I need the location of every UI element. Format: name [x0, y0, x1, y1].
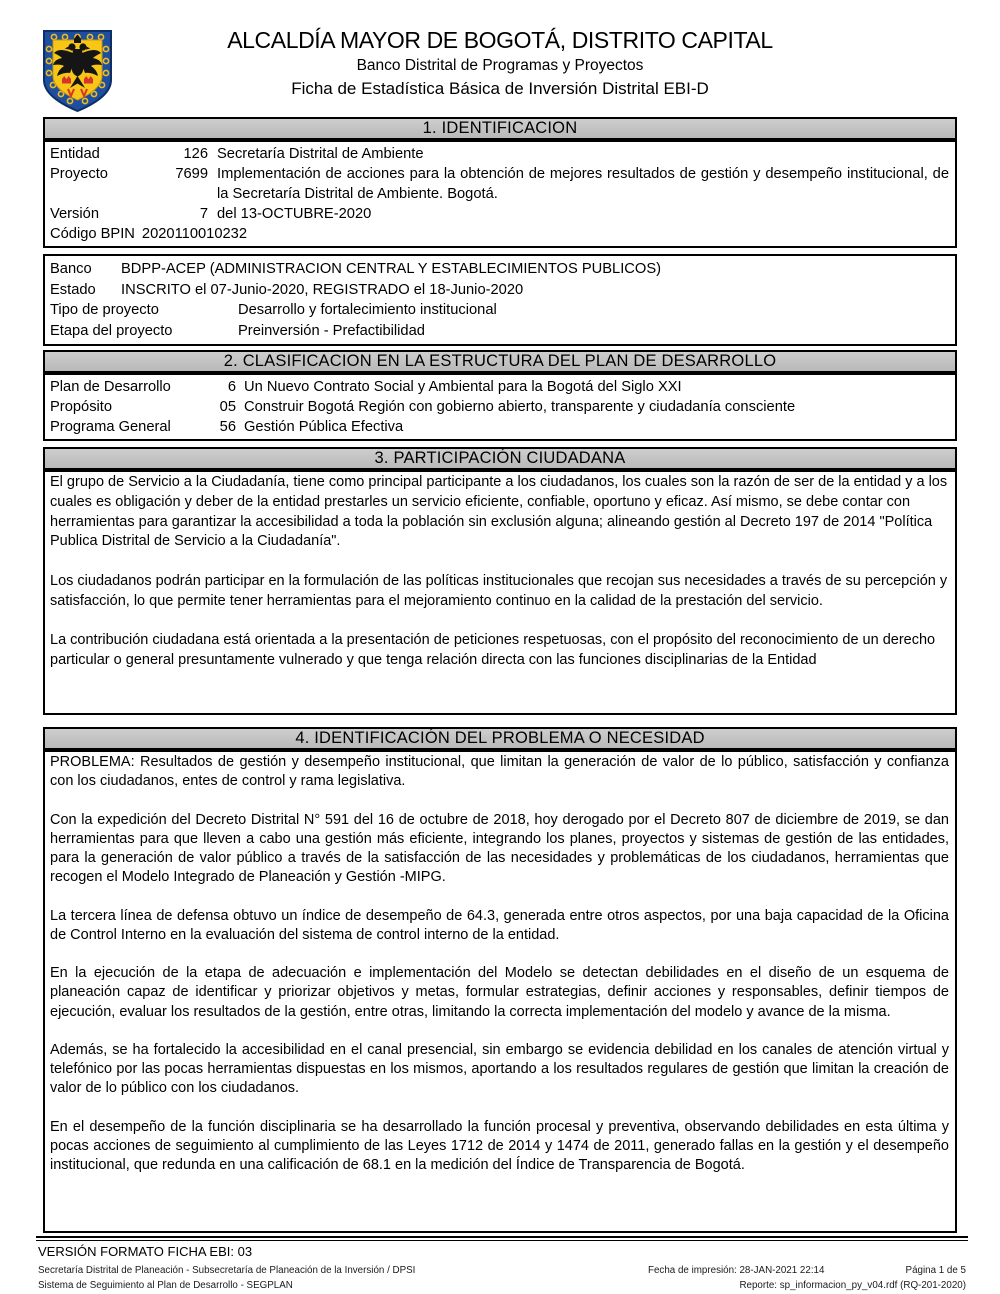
shield-icon	[37, 27, 118, 116]
field-value: INSCRITO el 07-Junio-2020, REGISTRADO el 18-Junio-2020	[121, 281, 524, 298]
field-code: 6	[227, 379, 236, 395]
footer-columns	[38, 1263, 966, 1293]
row-tipo-proyecto	[50, 300, 949, 321]
field-code: 126	[183, 146, 208, 162]
page-footer	[0, 1236, 1000, 1293]
field-value: Implementación de acciones para la obtención de mejores resultados de gestión y desempeño institucional, de la Secretaría Distrital de Ambiente. Bogotá.	[217, 166, 949, 202]
field-label: Código BPIN	[50, 226, 135, 242]
paragraph: En la ejecución de la etapa de adecuación e implementación del Modelo se detectan debilidades en el diseño de un esquema de planeación capaz de identificar y priorizar objetivos y metas, formular estrategias, definir acciones y responsables, definir tiempos de ejecución, evaluar los resultados de la gestión, entre otras, limitando la correcta implementación del modelo y avance de la misma.	[50, 965, 949, 1020]
field-value: 2020110010232	[141, 226, 248, 242]
field-label: Propósito	[50, 399, 113, 415]
field-label: Plan de Desarrollo	[50, 379, 171, 395]
footer-system-line: Sistema de Seguimiento al Plan de Desarrollo - SEGPLAN	[38, 1279, 293, 1291]
footer-print-row	[648, 1263, 966, 1278]
section-4-box	[43, 750, 957, 1233]
field-label: Entidad	[50, 146, 100, 162]
field-value: Preinversión - Prefactibilidad	[238, 322, 425, 339]
paragraph: El grupo de Servicio a la Ciudadanía, tiene como principal participante a los ciudadanos, los cuales son la razón de ser de la entidad y a los cuales es obligación y deber de la entidad prestarles un servicio eficiente, confiable, oportuno y eficaz. Así mismo, se debe contar con herramientas para garantizar la accesibilidad a toda la población sin exclusión alguna; alineando gestión al Decreto 197 de 2014 "Política Publica Distrital de Servicio a la Ciudadanía".	[50, 474, 948, 550]
paragraph: La contribución ciudadana está orientada a la presentación de peticiones respetuosas, con el propósito del reconocimiento de un derecho particular o general presuntamente vulnerado y que tenga relación directa con las funciones disciplinarias de la Entidad	[50, 632, 936, 669]
row-proyecto	[50, 164, 949, 204]
section-1-header: 1. IDENTIFICACION	[43, 117, 957, 140]
paragraph: En el desempeño de la función disciplinaria se ha desarrollado la función procesal y preventiva, observando debilidades en esta última y pocas acciones de seguimiento al cumplimiento de las Leyes 1712 de 2014 y 1474 de 2011, generado fallas en la gestión y el desempeño institucional, que redunda en una calificación de 68.1 en la medición del Índice de Transparencia de Bogotá.	[50, 1118, 949, 1174]
footer-right	[648, 1263, 966, 1293]
section-4-header: 4. IDENTIFICACIÓN DEL PROBLEMA O NECESIDAD	[43, 727, 957, 750]
subtitle: Banco Distrital de Programas y Proyectos	[356, 57, 644, 74]
section-3-header: 3. PARTICIPACIÓN CIUDADANA	[43, 447, 957, 470]
paragraph: Además, se ha fortalecido la accesibilidad en el canal presencial, sin embargo se evidencia debilidad en los canales de atención virtual y telefónico por las pocas herramientas dispuestas en los mismos, aportando a los resultados regulares de gestión que limitan la creación de valor de lo público con los ciudadanos.	[50, 1041, 949, 1097]
row-entidad	[50, 144, 949, 164]
document-header	[0, 0, 1000, 117]
field-value: Un Nuevo Contrato Social y Ambiental para la Bogotá del Siglo XXI	[244, 379, 682, 395]
field-value: Gestión Pública Efectiva	[244, 419, 404, 435]
paragraph: La tercera línea de defensa obtuvo un índice de desempeño de 64.3, generada entre otros aspectos, por una baja capacidad de la Oficina de Control Interno en la evaluación del sistema de control interno de la entidad.	[50, 907, 949, 943]
field-label: Versión	[50, 206, 99, 222]
page-number: Página 1 de 5	[905, 1264, 966, 1276]
field-value: Construir Bogotá Región con gobierno abierto, transparente y ciudadanía consciente	[244, 399, 796, 415]
paragraph: PROBLEMA: Resultados de gestión y desempeño institucional, que limitan la generación de valor de lo público, satisfacción y confianza con los ciudadanos, entes de control y rama legislativa.	[50, 754, 949, 790]
field-label: Proyecto	[50, 166, 108, 182]
footer-left	[38, 1263, 415, 1293]
row-programa-general	[50, 417, 949, 437]
section-2-header: 2. CLASIFICACION EN LA ESTRUCTURA DEL PLAN DE DESARROLLO	[43, 350, 957, 373]
bogota-coat-of-arms-logo	[37, 27, 118, 116]
registro-box	[43, 254, 957, 346]
row-proposito	[50, 397, 949, 417]
row-estado	[50, 280, 949, 301]
footer-entity-line: Secretaría Distrital de Planeación - Subsecretaría de Planeación de la Inversión / DPSI	[38, 1264, 416, 1276]
row-etapa-proyecto	[50, 321, 949, 342]
row-codigo-bpin	[50, 224, 949, 244]
paragraph: Los ciudadanos podrán participar en la formulación de las políticas institucionales que recojan sus necesidades a través de su percepción y satisfacción, lo que permite tener herramientas para el mejoramiento continuo en la calidad de la prestación del servicio.	[50, 572, 948, 609]
field-label: Estado	[50, 281, 96, 298]
title-block	[0, 0, 1000, 99]
document-body	[43, 117, 957, 1233]
paragraph: Con la expedición del Decreto Distrital N° 591 del 16 de octubre de 2018, hoy derogado por el Decreto 807 de diciembre de 2019, se dan herramientas para que lleven a cabo una gestión más eficiente, integrando los planes, proyectos y sistemas de gestión de las entidades, para la generación de valor público a través de la satisfacción de las necesidades y problemáticas de los ciudadanos, herramientas que recogen el Modelo Integrado de Planeación y Gestión -MIPG.	[50, 811, 949, 886]
report-name: Reporte: sp_informacion_py_v04.rdf (RQ-201-2020)	[739, 1279, 966, 1291]
section-2-box	[43, 373, 957, 441]
field-value: del 13-OCTUBRE-2020	[217, 206, 372, 222]
field-label: Programa General	[50, 419, 171, 435]
row-banco	[50, 259, 949, 280]
field-code: 05	[219, 399, 236, 415]
field-label: Etapa del proyecto	[50, 322, 173, 339]
footer-divider	[36, 1236, 968, 1241]
field-label: Tipo de proyecto	[50, 302, 159, 318]
field-code: 56	[219, 419, 236, 435]
field-value: Secretaría Distrital de Ambiente	[217, 146, 424, 162]
field-value: Desarrollo y fortalecimiento institucional	[238, 302, 497, 318]
section-1-box	[43, 140, 957, 248]
section-3-box	[43, 470, 957, 715]
row-version	[50, 204, 949, 224]
print-date: Fecha de impresión: 28-JAN-2021 22:14	[648, 1264, 825, 1276]
document-title: Ficha de Estadística Básica de Inversión Distrital EBI-D	[291, 79, 709, 98]
field-code: 7699	[175, 166, 208, 182]
field-code: 7	[199, 206, 208, 222]
field-value: BDPP-ACEP (ADMINISTRACION CENTRAL Y ESTABLECIMIENTOS PUBLICOS)	[121, 261, 662, 277]
field-label: Banco	[50, 261, 92, 277]
main-title: ALCALDÍA MAYOR DE BOGOTÁ, DISTRITO CAPITAL	[227, 27, 773, 53]
version-formato: VERSIÓN FORMATO FICHA EBI: 03	[38, 1243, 253, 1259]
row-plan-desarrollo	[50, 377, 949, 397]
